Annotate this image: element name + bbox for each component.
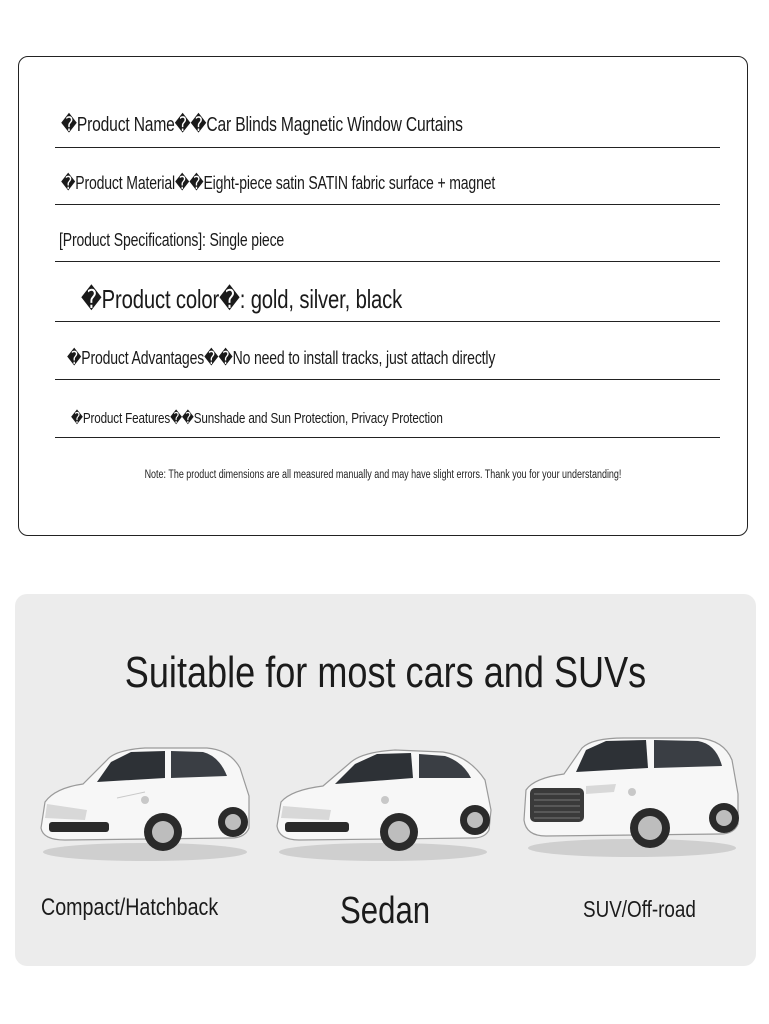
- car-type-label-sedan: Sedan: [340, 890, 431, 932]
- hatchback-car-icon: [35, 740, 255, 865]
- spec-row-text: �Product color�: gold, silver, black: [81, 284, 403, 314]
- spec-row-features: [55, 379, 720, 438]
- car-type-label-hatchback: Compact/Hatchback: [41, 894, 219, 921]
- spec-row-text: [Product Specifications]: Single piece: [59, 230, 285, 250]
- spec-row-specifications: [55, 204, 720, 262]
- spec-row-color: [55, 261, 720, 322]
- spec-row-name: [55, 57, 720, 148]
- spec-row-text: �Product Advantages��No need to install tracks, just attach directly: [67, 348, 496, 368]
- spec-row-text: �Product Material��Eight-piece satin SATIN fabric surface + magnet: [61, 173, 496, 193]
- spec-row-text: �Product Features��Sunshade and Sun Protection, Privacy Protection: [71, 410, 443, 427]
- sedan-car-icon: [273, 740, 493, 865]
- car-type-label-suv: SUV/Off-road: [583, 896, 696, 922]
- spec-card: [18, 56, 748, 536]
- spec-row-text: �Product Name��Car Blinds Magnetic Window Curtains: [61, 114, 463, 136]
- spec-row-material: [55, 147, 720, 205]
- suv-car-icon: [520, 734, 740, 859]
- panel-title: Suitable for most cars and SUVs: [124, 648, 647, 697]
- compatibility-panel: [15, 594, 756, 966]
- spec-row-advantages: [55, 321, 720, 380]
- dimension-note: Note: The product dimensions are all measured manually and may have slight errors. Thank you for your understanding!: [144, 469, 622, 481]
